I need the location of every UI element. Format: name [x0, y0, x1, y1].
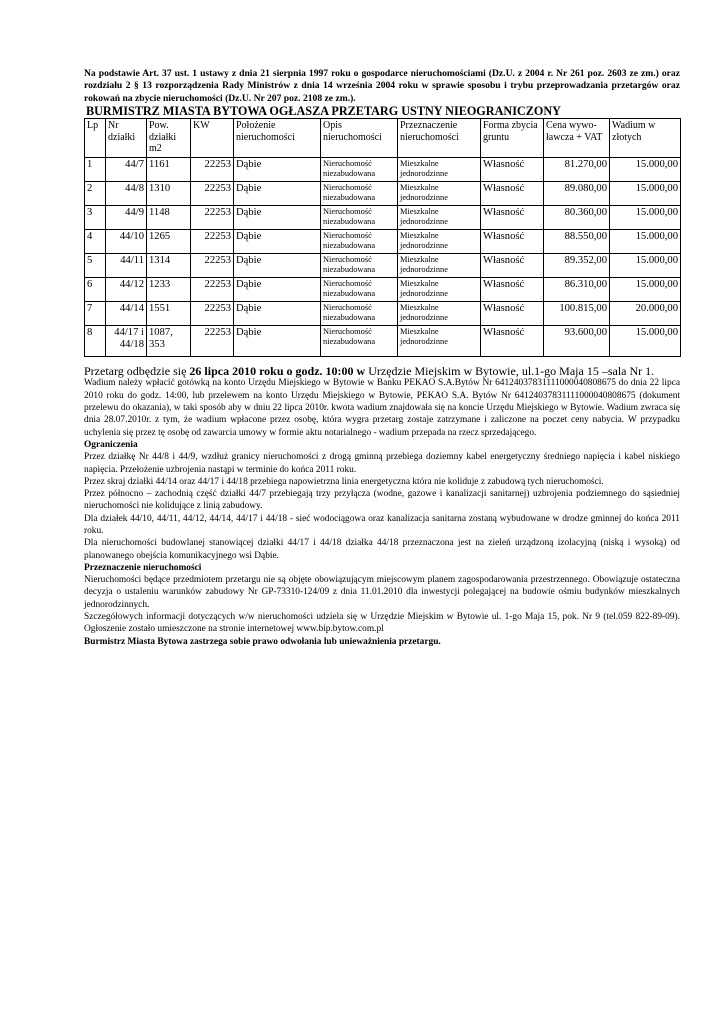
cell-deposit: 15.000,00: [610, 326, 681, 357]
cell-location: Dąbie: [234, 182, 321, 206]
table-header-row: [85, 119, 681, 158]
header-kw: KW: [191, 119, 234, 158]
restriction-paragraph: Dla działek 44/10, 44/11, 44/12, 44/14, 44/17 i 44/18 - sieć wodociągowa oraz kanalizacja sanitarna zostaną wybudowane w drodze gminnej do końca 2011 roku.: [84, 513, 680, 536]
cell-purpose: Mieszkalne jednorodzinne: [398, 326, 481, 357]
cell-deposit: 15.000,00: [610, 158, 681, 182]
cell-price: 89.352,00: [544, 254, 610, 278]
contact-paragraph: Szczegółowych informacji dotyczących w/w nieruchomości udziela się w Urzędzie Miejskim w Bytowie ul. 1-go Maja 15, pok. Nr 9 (tel.059 822-89-09). Ogłoszenie zostało umieszczone na stronie internetowej www.bip.bytow.com.pl: [84, 612, 680, 635]
restriction-paragraph: Przez północno – zachodnią część działki 44/7 przebiegają trzy przyłącza (wodne, gazowe i kanalizacji sanitarnej) uzbrojenia podziemnego do sąsiedniej nieruchomości nie kolidujące z linią zabudowy.: [84, 489, 680, 512]
cell-description: Nieruchomość niezabudowana: [321, 158, 398, 182]
cell-form: Własność: [481, 254, 544, 278]
cell-kw: 22253: [191, 182, 234, 206]
cell-plot-number: 44/10: [106, 230, 147, 254]
cell-location: Dąbie: [234, 302, 321, 326]
cell-purpose: Mieszkalne jednorodzinne: [398, 182, 481, 206]
header-lp: Lp: [85, 119, 106, 158]
cell-purpose: Mieszkalne jednorodzinne: [398, 230, 481, 254]
cell-lp: 5: [85, 254, 106, 278]
header-plot-number: Nr działki: [106, 119, 147, 158]
table-row: [85, 230, 681, 254]
cell-lp: 8: [85, 326, 106, 357]
purpose-paragraph: Nieruchomości będące przedmiotem przetargu nie są objęte obowiązującym miejscowym planem zagospodarowania przestrzennego. Obowiązuje ostateczna decyzja o ustaleniu warunków zabudowy Nr GP-73310-124/09 z dnia 11.01.2010 dla inwestycji polegającej na budowie ośmiu budynków mieszkalnych jednorodzinnych.: [84, 575, 680, 610]
cell-purpose: Mieszkalne jednorodzinne: [398, 158, 481, 182]
cell-price: 86.310,00: [544, 278, 610, 302]
cell-location: Dąbie: [234, 158, 321, 182]
cell-kw: 22253: [191, 326, 234, 357]
closing-statement: Burmistrz Miasta Bytowa zastrzega sobie prawo odwołania lub unieważnienia przetargu.: [84, 636, 441, 647]
cell-lp: 2: [85, 182, 106, 206]
cell-plot-number: 44/14: [106, 302, 147, 326]
cell-kw: 22253: [191, 206, 234, 230]
cell-lp: 1: [85, 158, 106, 182]
cell-description: Nieruchomość niezabudowana: [321, 230, 398, 254]
cell-price: 88.550,00: [544, 230, 610, 254]
cell-plot-number: 44/17 i 44/18: [106, 326, 147, 357]
header-purpose: Przeznaczenie nieruchomości: [398, 119, 481, 158]
deposit-paragraph: Wadium należy wpłacić gotówką na konto Urzędu Miejskiego w Bytowie w Banku PEKAO S.A.Bytów Nr 64124037831111000040808675 do dnia 22 lipca 2010 roku do godz. 14:00, lub przelewem na konto Urzędu Miejskiego w Bytowie, PEKAO S.A. Bytów Nr 64124037831111000040808675 (dokument przelewu do okazania), w taki sposób aby w dniu 22 lipca 2010r. kwota wadium znajdowała się na koncie Urzędu Miejskiego w Bytowie. Wadium zwraca się dnia 28.07.2010r. z tym, że wadium wpłacone przez osobę, która wygra przetarg zostaje zatrzymane i zaliczone na poczet ceny nabycia. W przypadku uchylenia się przez tę osobę od zawarcia umowy w formie aktu notarialnego - wadium przepada na rzecz sprzedającego.: [84, 378, 680, 438]
cell-form: Własność: [481, 158, 544, 182]
header-price: Cena wywo-ławcza + VAT: [544, 119, 610, 158]
cell-price: 81.270,00: [544, 158, 610, 182]
cell-area: 1087, 353: [147, 326, 191, 357]
cell-kw: 22253: [191, 302, 234, 326]
auction-date-pre: Przetarg odbędzie się: [84, 364, 190, 379]
table-row: [85, 182, 681, 206]
header-area: Pow. działki m2: [147, 119, 191, 158]
cell-location: Dąbie: [234, 206, 321, 230]
cell-deposit: 15.000,00: [610, 278, 681, 302]
cell-plot-number: 44/7: [106, 158, 147, 182]
cell-plot-number: 44/9: [106, 206, 147, 230]
cell-deposit: 20.000,00: [610, 302, 681, 326]
cell-area: 1314: [147, 254, 191, 278]
cell-price: 100.815,00: [544, 302, 610, 326]
cell-deposit: 15.000,00: [610, 206, 681, 230]
auction-date-bold: 26 lipca 2010 roku o godz. 10:00 w: [189, 364, 366, 379]
cell-plot-number: 44/11: [106, 254, 147, 278]
cell-plot-number: 44/8: [106, 182, 147, 206]
cell-description: Nieruchomość niezabudowana: [321, 254, 398, 278]
restrictions-title: Ograniczenia: [84, 439, 138, 450]
restriction-paragraph: Przez działkę Nr 44/8 i 44/9, wzdłuż granicy nieruchomości z drogą gminną przebiega doziemny kabel energetyczny średniego napięcia i kabel niskiego napięcia. Przełożenie uzbrojenia nastąpi w terminie do końca 2011 roku.: [84, 452, 680, 475]
cell-form: Własność: [481, 278, 544, 302]
cell-kw: 22253: [191, 278, 234, 302]
table-body: [85, 158, 681, 357]
cell-kw: 22253: [191, 254, 234, 278]
cell-form: Własność: [481, 206, 544, 230]
header-location: Położenie nieruchomości: [234, 119, 321, 158]
announcement-body: [84, 365, 680, 648]
auction-date-post: Urzędzie Miejskim w Bytowie, ul.1-go Maja 15 –sala Nr 1.: [365, 364, 655, 379]
cell-form: Własność: [481, 182, 544, 206]
cell-form: Własność: [481, 302, 544, 326]
cell-location: Dąbie: [234, 254, 321, 278]
cell-description: Nieruchomość niezabudowana: [321, 326, 398, 357]
cell-kw: 22253: [191, 158, 234, 182]
header-form: Forma zbycia gruntu: [481, 119, 544, 158]
cell-form: Własność: [481, 230, 544, 254]
cell-area: 1161: [147, 158, 191, 182]
table-row: [85, 254, 681, 278]
cell-description: Nieruchomość niezabudowana: [321, 182, 398, 206]
cell-price: 89.080,00: [544, 182, 610, 206]
cell-price: 80.360,00: [544, 206, 610, 230]
cell-kw: 22253: [191, 230, 234, 254]
cell-purpose: Mieszkalne jednorodzinne: [398, 254, 481, 278]
cell-purpose: Mieszkalne jednorodzinne: [398, 206, 481, 230]
restriction-paragraph: Przez skraj działki 44/14 oraz 44/17 i 44/18 przebiega napowietrzna linia energetyczna która nie koliduje z zabudową tych nieruchomości.: [84, 476, 604, 487]
cell-deposit: 15.000,00: [610, 230, 681, 254]
table-row: [85, 206, 681, 230]
cell-area: 1233: [147, 278, 191, 302]
table-row: [85, 158, 681, 182]
cell-lp: 3: [85, 206, 106, 230]
cell-form: Własność: [481, 326, 544, 357]
cell-description: Nieruchomość niezabudowana: [321, 278, 398, 302]
legal-basis-paragraph: Na podstawie Art. 37 ust. 1 ustawy z dnia 21 sierpnia 1997 roku o gospodarce nieruchomościami (Dz.U. z 2004 r. Nr 261 poz. 2603 ze zm.) oraz rozdziału 2 § 13 rozporządzenia Rady Ministrów z dnia 14 września 2004 roku w sprawie sposobu i trybu przeprowadzania przetargów oraz rokowań na zbycie nieruchomości (Dz.U. Nr 207 poz. 2108 ze zm.).: [84, 68, 680, 104]
cell-purpose: Mieszkalne jednorodzinne: [398, 302, 481, 326]
cell-location: Dąbie: [234, 230, 321, 254]
cell-area: 1551: [147, 302, 191, 326]
plots-table: [84, 118, 681, 357]
cell-plot-number: 44/12: [106, 278, 147, 302]
cell-purpose: Mieszkalne jednorodzinne: [398, 278, 481, 302]
cell-lp: 6: [85, 278, 106, 302]
cell-area: 1310: [147, 182, 191, 206]
cell-deposit: 15.000,00: [610, 182, 681, 206]
cell-lp: 4: [85, 230, 106, 254]
table-row: [85, 278, 681, 302]
cell-deposit: 15.000,00: [610, 254, 681, 278]
header-description: Opis nieruchomości: [321, 119, 398, 158]
cell-description: Nieruchomość niezabudowana: [321, 206, 398, 230]
announcement-heading: BURMISTRZ MIASTA BYTOWA OGŁASZA PRZETARG USTNY NIEOGRANICZONY: [86, 104, 561, 119]
table-row: [85, 326, 681, 357]
cell-location: Dąbie: [234, 326, 321, 357]
cell-description: Nieruchomość niezabudowana: [321, 302, 398, 326]
cell-location: Dąbie: [234, 278, 321, 302]
auction-date-line: [84, 365, 680, 377]
cell-price: 93.600,00: [544, 326, 610, 357]
cell-area: 1148: [147, 206, 191, 230]
document-page: [84, 68, 680, 648]
cell-lp: 7: [85, 302, 106, 326]
purpose-title: Przeznaczenie nieruchomości: [84, 562, 202, 573]
restriction-paragraph: Dla nieruchomości budowlanej stanowiącej działki 44/17 i 44/18 działka 44/18 przeznaczona jest na zieleń urządzoną izolacyjną (niską i wysoką) od planowanego obejścia komunikacyjnego wsi Dąbie.: [84, 538, 680, 561]
cell-area: 1265: [147, 230, 191, 254]
table-row: [85, 302, 681, 326]
header-deposit: Wadium w złotych: [610, 119, 681, 158]
